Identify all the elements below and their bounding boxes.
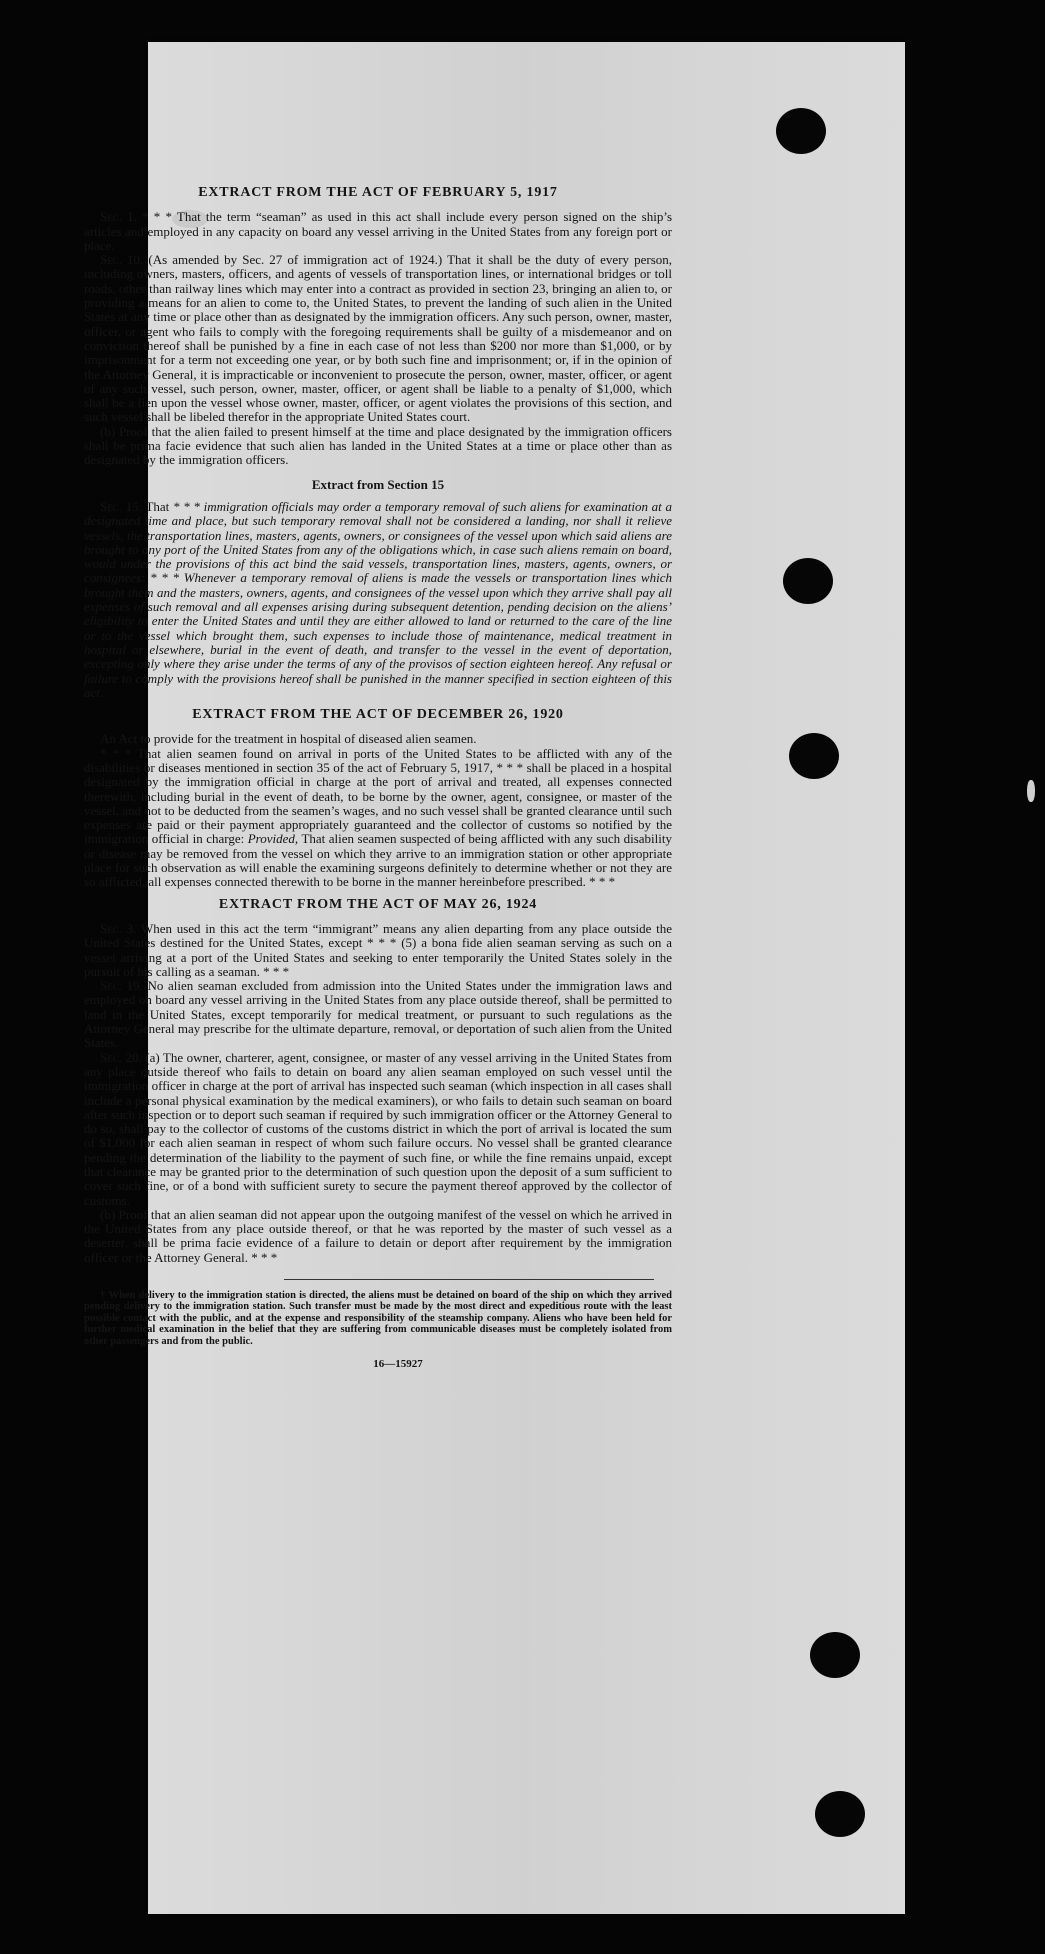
section-text: (a) The owner, charterer, agent, consignee, or master of any vessel arriving in the United States from any place outside thereof who fails to detain on board any alien seaman employed on such vessel until the immigration officer in charge at the port of arrival has inspected such seaman (which inspection in all cases shall include a personal physical examination by the medical examiners), or who fails to detain such seaman on board after such inspection or to deport such seaman if required by such immigration officer or the Attorney General to do so, shall pay to the collector of customs of the customs district in which the port of arrival is located the sum of $1,000 for each alien seaman in respect of whom such failure occurs. No vessel shall be granted clearance pending the determination of the liability to the payment of such fine, or while the fine remains unpaid, except that clearance may be granted prior to the determination of such question upon the deposit of a sum sufficient to cover such fine, or of a bond with sufficient surety to secure the payment thereof approved by the collector of customs. [84,1049,672,1208]
scan-speck [1027,780,1035,802]
paragraph-dec-1920 [84,747,672,890]
subheading-section-15: Extract from Section 15 [311,476,445,492]
section-text: That alien seamen suspected of being afflicted with any such disability or disease may be removed from the vessel on which they arrive to an immigration station or other appropriate place for such observation as will enable the examining surgeons definitely to determine whether or not they are so afflicted, all expenses connected therewith to be borne in the manner hereinbefore prescribed. * * * [84,831,672,890]
section-label: Sec. 10. [100,252,144,268]
punch-hole [783,558,833,604]
footnote: † When delivery to the immigration station is directed, the aliens must be detained on board of the ship on which they arrived pending delivery to the immigration station. Such transfer must be made by the most direct and expeditious route with the least possible contact with the public, and at the expense and responsibility of the steamship company. Aliens who have been held for further medical examination in the belief that they are suffering from communicable diseases must be completely isolated from other passengers and from the public. [84,1290,672,1347]
document-body [84,139,672,1371]
section-label: Sec. 19. [100,978,143,994]
section-label: Sec. 20. [100,1049,142,1065]
section-label: Sec. 3. [100,920,137,936]
punch-hole [810,1632,860,1678]
paragraph-sec-3 [84,922,672,979]
paragraph-sec-20 [84,1051,672,1208]
section-text: * * * That alien seamen found on arrival in ports of the United States to be afflicted with any of the disabilities or diseases mentioned in section 35 of the act of February 5, 1917, * * * shall be placed in a hospital designated by the immigration official in charge at the port of arrival and treated, all expenses connected therewith, including burial in the event of death, to be borne by the owner, agent, consignee, or master of the vessel, and not to be deducted from the seamen’s wages, and no such vessel shall be granted clearance until such expenses are paid or their payment appropriately guaranteed and the collector of customs so notified by the immigration official in charge: [84,745,672,847]
section-label: Sec. 15. [100,498,142,514]
proviso-label: Provided, [247,831,299,847]
punch-hole [789,733,839,779]
paragraph-sec-15 [84,500,672,700]
paragraph-sec-20b: (b) Proof that an alien seaman did not appear upon the outgoing manifest of the vessel on which he arrived in the United States from any place outside thereof, or that he was reported by the master of such vessel as a deserter, shall be prima facie evidence of a failure to detain or deport after requirement by the immigration officer or the Attorney General. * * * [84,1206,672,1265]
footnote-divider [284,1279,654,1280]
section-label: Sec. 1. [100,209,137,225]
paragraph-act-intro: An Act to provide for the treatment in hospital of diseased alien seamen. [100,731,477,747]
heading-dec-1920: EXTRACT FROM THE ACT OF DECEMBER 26, 1920 [192,707,564,723]
heading-may-1924: EXTRACT FROM THE ACT OF MAY 26, 1924 [218,896,538,912]
punch-hole [815,1791,865,1837]
section-text: (As amended by Sec. 27 of immigration act of 1924.) That it shall be the duty of every person, including owners, masters, officers, and agents of vessels of transportation lines, or international bridges or toll roads, other than railway lines which may enter into a contract as provided in section 23, bringing an alien to, or providing a means for an alien to come to, the United States, to prevent the landing of such alien in the United States at any time or place other than as designated by the immigration officers. Any such person, owner, master, officer, or agent who fails to comply with the foregoing requirements shall be guilty of a misdemeanor and on conviction thereof shall be punished by a fine in each case of not less than $200 nor more than $1,000, or by imprisonment for a term not exceeding one year, or by both such fine and imprisonment; or, if in the opinion of the Attorney General, it is impracticable or inconvenient to prosecute the person, owner, master, officer, or agent of any such vessel, such person, owner, master, officer, or agent shall be liable to a penalty of $1,000, which shall be a lien upon the vessel whose owner, master, officer, or agent violates the provisions of this section, and such vessel shall be libeled therefor in the appropriate United States court. [84,252,672,425]
section-lead: That [145,498,170,514]
section-text: * * * That the term “seaman” as used in this act shall include every person signed on the ship’s articles and employed in any capacity on board any vessel arriving in the United States from any foreign port or place. [84,209,673,253]
stamp-mark [172,210,208,228]
form-number: 16—15927 [373,1358,423,1371]
section-text: No alien seaman excluded from admission into the United States under the immigration laws and employed on board any vessel arriving in the United States from any place outside thereof, shall be permitted to land in the United States, except temporarily for medical treatment, or pursuant to such regulations as the Attorney General may prescribe for the ultimate departure, removal, or deportation of such alien from the United States. [84,978,672,1051]
section-text: * * * immigration officials may order a temporary removal of such aliens for examination at a designated time and place, but such temporary removal shall not be considered a landing, nor shall it relieve vessels, the transportation lines, masters, agents, owners, or consignees of the vessel upon which said aliens are brought to any port of the United States from any of the obligations which, in case such aliens remain on board, would under the provisions of this act bind the said vessels, transportation lines, masters, agents, owners, or consignees: * * * Whenever a temporary removal of aliens is made the vessels or transportation lines which brought them and the masters, owners, agents, and consignees of the vessel upon which they arrive shall pay all expenses of such removal and all expenses arising during subsequent detention, pending decision on the aliens’ eligibility to enter the United States and until they are either allowed to land or returned to the care of the line or to the vessel which brought them, such expenses to include those of maintenance, medical treatment in hospital or elsewhere, burial in the event of death, and transfer to the vessel in the event of deportation, excepting only where they arise under the terms of any of the provisos of section eighteen hereof. Any refusal or failure to comply with the provisions hereof shall be punished in the manner specified in section eighteen of this act. [84,498,672,700]
punch-hole [776,108,826,154]
paragraph-sec-10 [84,253,672,425]
heading-feb-1917: EXTRACT FROM THE ACT OF FEBRUARY 5, 1917 [198,185,558,200]
section-text: When used in this act the term “immigrant” means any alien departing from any place outside the United States destined for the United States, except * * * (5) a bona fide alien seaman serving as such on a vessel arriving at a port of the United States and seeking to enter temporarily the United States solely in the pursuit of his calling as a seaman. * * * [84,920,672,979]
paragraph-sec-19 [84,979,672,1050]
paragraph-sec-10b: (b) Proof that the alien failed to present himself at the time and place designated by the immigration officers shall be prima facie evidence that such alien has landed in the United States at a time or place other than as designated by the immigration officers. [84,423,672,468]
